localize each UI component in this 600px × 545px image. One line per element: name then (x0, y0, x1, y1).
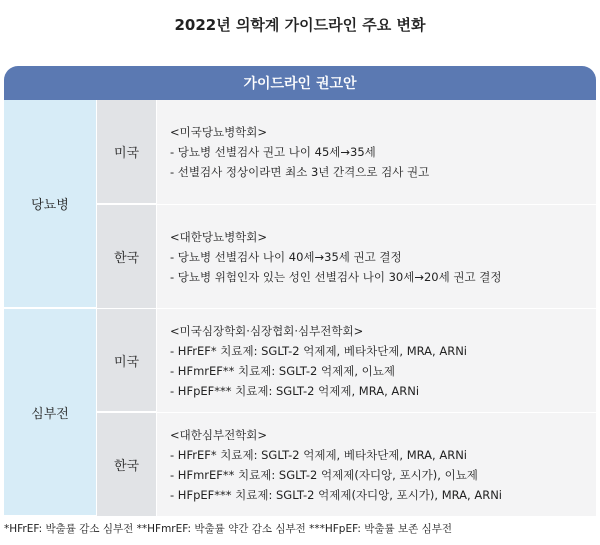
country-korea-diabetes: 한국 (96, 205, 156, 308)
table-header: 가이드라인 권고안 (4, 66, 596, 100)
recommendation-line: - HFmrEF** 치료제: SGLT-2 억제제(자디앙, 포시가), 이뇨제 (170, 467, 478, 482)
recommendation-line: - 당뇨병 선별검사 권고 나이 45세→35세 (170, 145, 376, 159)
diabetes-korea-content (156, 205, 596, 308)
recommendation-line: - HFpEF*** 치료제: SGLT-2 억제제(자디앙, 포시가), MRA, ARNi (170, 487, 502, 502)
country-usa-heart: 미국 (96, 309, 156, 412)
recommendation-line: - HFmrEF** 치료제: SGLT-2 억제제, 이뇨제 (170, 363, 395, 378)
org-name: <대한당뇨병학회> (170, 229, 268, 244)
org-name: <대한심부전학회> (170, 427, 268, 442)
country-korea-heart: 한국 (96, 413, 156, 516)
org-name: <미국당뇨병학회> (170, 125, 268, 139)
category-heart-failure: 심부전 (4, 309, 96, 516)
recommendation-line: - 당뇨병 선별검사 나이 40세→35세 권고 결정 (170, 249, 402, 264)
org-name: <미국심장학회·심장협회·심부전학회> (170, 323, 364, 338)
recommendation-line: - 선별검사 정상이라면 최소 3년 간격으로 검사 권고 (170, 165, 430, 179)
page-title: 2022년 의학계 가이드라인 주요 변화 (174, 16, 426, 34)
category-diabetes: 당뇨병 (4, 100, 96, 308)
recommendation-line: - 당뇨병 위험인자 있는 성인 선별검사 나이 30세→20세 권고 결정 (170, 269, 502, 284)
recommendation-line: - HFrEF* 치료제: SGLT-2 억제제, 베타차단제, MRA, ARNi (170, 343, 467, 358)
recommendation-line: - HFrEF* 치료제: SGLT-2 억제제, 베타차단제, MRA, ARNi (170, 447, 467, 462)
heart-usa-content (156, 309, 596, 412)
diabetes-usa-content (156, 100, 596, 204)
recommendation-line: - HFpEF*** 치료제: SGLT-2 억제제, MRA, ARNi (170, 383, 420, 398)
heart-korea-content (156, 413, 596, 516)
country-usa-diabetes: 미국 (96, 100, 156, 204)
footnote: *HFrEF: 박출률 감소 심부전 **HFmrEF: 박출률 약간 감소 심부전 ***HFpEF: 박출률 보존 심부전 (4, 523, 453, 535)
